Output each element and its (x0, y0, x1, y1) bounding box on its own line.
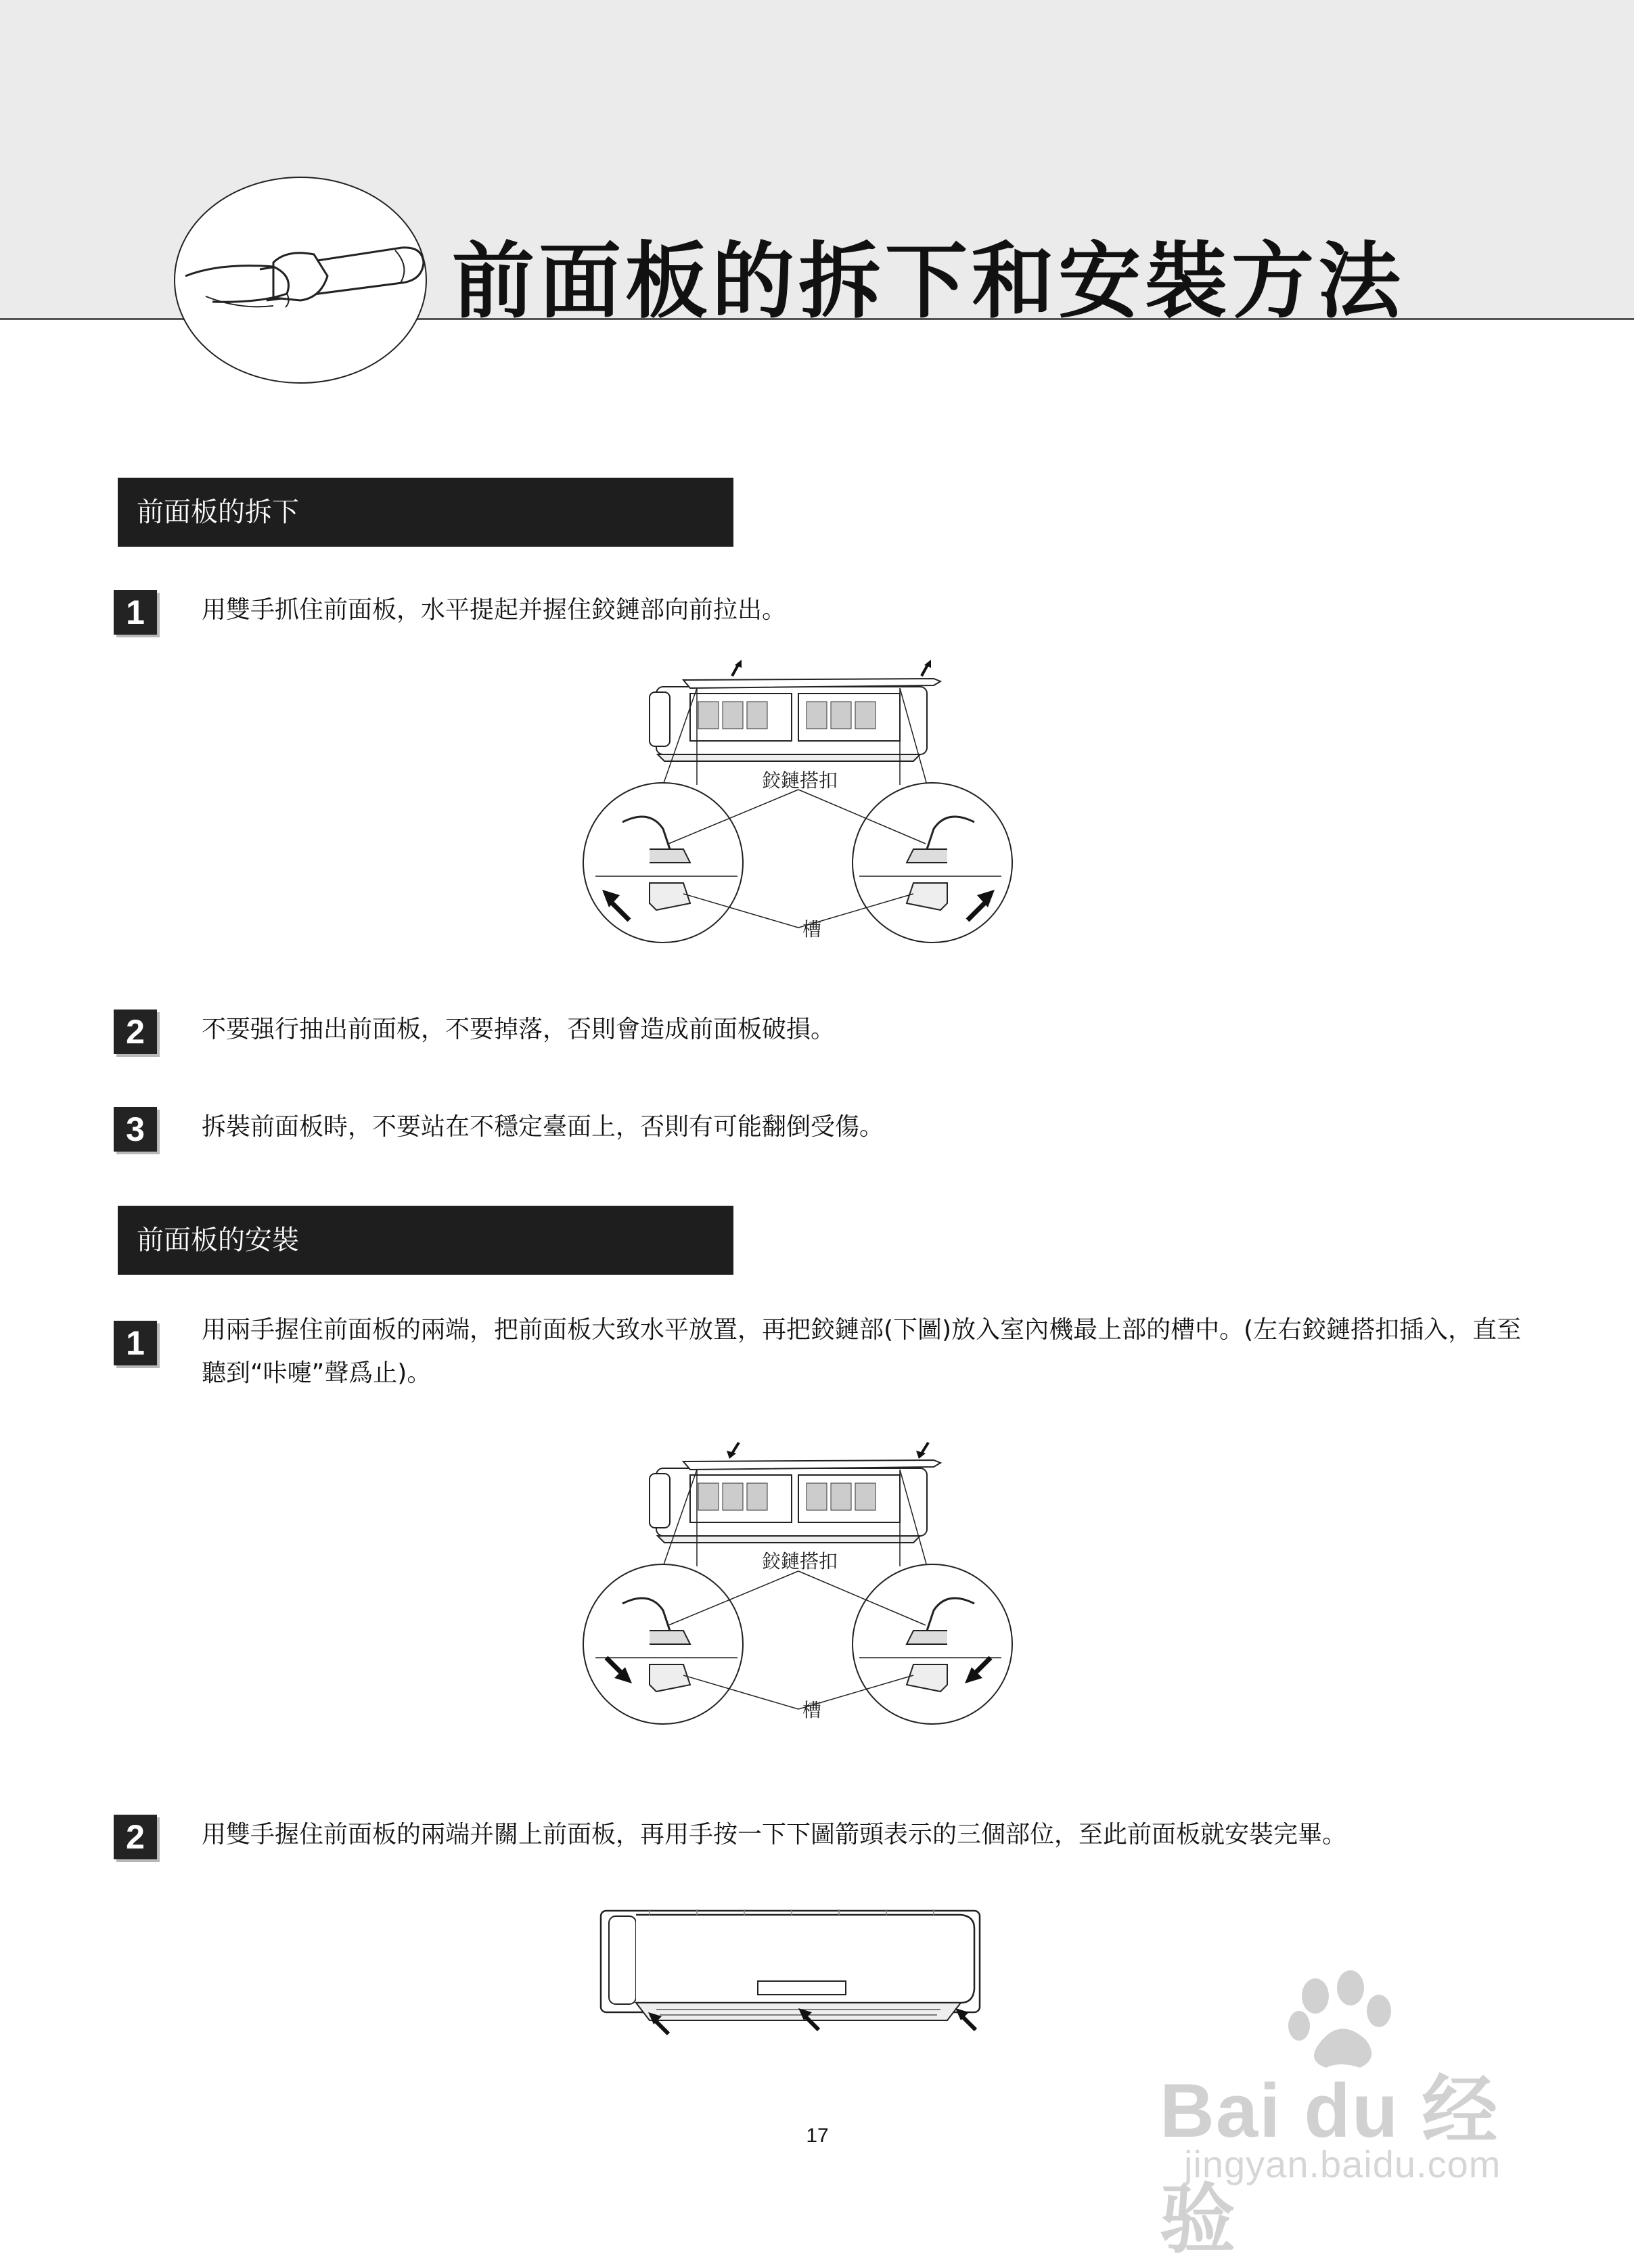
slot-label: 槽 (802, 918, 822, 940)
step-number-badge: 1 (114, 1321, 157, 1365)
slot-label: 槽 (802, 1699, 822, 1721)
section-heading-install: 前面板的安裝 (118, 1206, 733, 1275)
wiping-hand-illustration (172, 175, 429, 386)
step-number-badge: 3 (114, 1107, 157, 1152)
watermark-url: jingyan.baidu.com (1184, 2143, 1501, 2185)
step-text: 用雙手握住前面板的兩端并關上前面板，再用手按一下下圖箭頭表示的三個部位，至此前面板就安裝完畢。 (202, 1821, 1347, 1849)
step-text: 不要强行抽出前面板，不要掉落，否則會造成前面板破損。 (202, 1016, 836, 1043)
step-text: 用雙手抓住前面板，水平提起并握住鉸鏈部向前拉出。 (202, 596, 787, 624)
baidu-watermark (1157, 1969, 1549, 2262)
step-text: 用兩手握住前面板的兩端，把前面板大致水平放置，再把鉸鏈部(下圖)放入室內機最上部的槽中。(左右鉸鏈搭扣插入，直至聽到“咔嚏”聲爲止)。 (202, 1316, 1522, 1387)
section-heading-removal: 前面板的拆下 (118, 478, 733, 547)
step-text: 拆裝前面板時，不要站在不穩定臺面上，否則有可能翻倒受傷。 (202, 1113, 884, 1141)
install-hinge-diagram (582, 1441, 1028, 1739)
step-number-badge: 2 (114, 1815, 157, 1859)
page-number: 17 (806, 2125, 829, 2147)
hinge-label: 鉸鏈搭扣 (762, 769, 838, 792)
closed-unit-diagram (595, 1901, 988, 2037)
page-title: 前面板的拆下和安裝方法 (452, 233, 1405, 330)
step-number-badge: 1 (114, 590, 157, 635)
removal-hinge-diagram (582, 660, 1028, 957)
watermark-logo-text: Bai du 经验 (1160, 2068, 1499, 2262)
hinge-label: 鉸鏈搭扣 (762, 1550, 838, 1572)
step-number-badge: 2 (114, 1010, 157, 1054)
